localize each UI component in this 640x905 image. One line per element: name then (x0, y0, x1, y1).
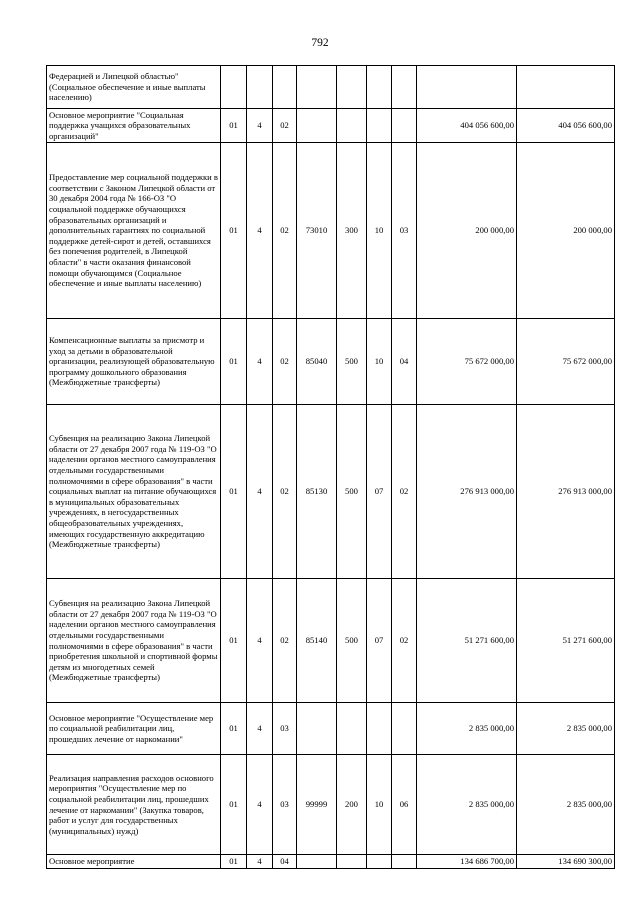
code-cell: 02 (273, 579, 297, 703)
table-row (47, 703, 615, 755)
budget-table (46, 65, 615, 869)
code-cell (337, 855, 367, 869)
code-cell (297, 703, 337, 755)
code-cell: 4 (247, 319, 273, 405)
row-name-cell: Субвенция на реализацию Закона Липецкой области от 27 декабря 2007 года № 119-ОЗ "О наделении органов местного самоуправления отдельными государственными полномочиями в сфере образования" в части социальных выплат на питание обучающихся в муниципальных образовательных учреждениях, в негосударственных общеобразовательных учреждениях, имеющих государственную аккредитацию (Межбюджетные трансферты) (47, 405, 221, 579)
amount-cell (417, 66, 517, 109)
code-cell: 500 (337, 579, 367, 703)
code-cell (337, 66, 367, 109)
amount-cell: 2 835 000,00 (417, 703, 517, 755)
code-cell: 01 (221, 109, 247, 143)
amount-cell: 200 000,00 (517, 143, 615, 319)
code-cell: 01 (221, 405, 247, 579)
amount-cell (517, 66, 615, 109)
code-cell: 4 (247, 703, 273, 755)
code-cell: 10 (367, 143, 392, 319)
row-name-cell: Основное мероприятие "Осуществление мер по социальной реабилитации лиц, прошедших лечение от наркомании" (47, 703, 221, 755)
amount-cell: 2 835 000,00 (517, 703, 615, 755)
code-cell: 02 (273, 319, 297, 405)
code-cell (392, 855, 417, 869)
code-cell: 300 (337, 143, 367, 319)
amount-cell: 2 835 000,00 (517, 755, 615, 855)
code-cell: 85130 (297, 405, 337, 579)
code-cell (297, 855, 337, 869)
table-row (47, 109, 615, 143)
code-cell: 4 (247, 755, 273, 855)
code-cell: 01 (221, 855, 247, 869)
code-cell: 03 (273, 755, 297, 855)
code-cell: 01 (221, 755, 247, 855)
code-cell (367, 855, 392, 869)
code-cell (337, 109, 367, 143)
code-cell: 4 (247, 143, 273, 319)
code-cell: 85140 (297, 579, 337, 703)
code-cell: 02 (273, 143, 297, 319)
code-cell: 07 (367, 405, 392, 579)
row-name-cell: Субвенция на реализацию Закона Липецкой области от 27 декабря 2007 года № 119-ОЗ "О наделении органов местного самоуправления отдельными государственными полномочиями в сфере образования" в части приобретения школьной и спортивной формы детям из многодетных семей (Межбюджетные трансферты) (47, 579, 221, 703)
code-cell: 99999 (297, 755, 337, 855)
table-row (47, 579, 615, 703)
code-cell (337, 703, 367, 755)
code-cell: 04 (392, 319, 417, 405)
code-cell: 500 (337, 405, 367, 579)
amount-cell: 404 056 600,00 (517, 109, 615, 143)
page-number: 792 (311, 37, 329, 49)
table-row (47, 143, 615, 319)
table-row (47, 855, 615, 869)
code-cell: 06 (392, 755, 417, 855)
code-cell: 200 (337, 755, 367, 855)
code-cell: 4 (247, 109, 273, 143)
code-cell: 4 (247, 405, 273, 579)
code-cell (273, 66, 297, 109)
row-name-cell: Основное мероприятие (47, 855, 221, 869)
amount-cell: 75 672 000,00 (517, 319, 615, 405)
code-cell (392, 66, 417, 109)
code-cell: 02 (273, 405, 297, 579)
code-cell: 10 (367, 319, 392, 405)
amount-cell: 51 271 600,00 (417, 579, 517, 703)
code-cell (367, 703, 392, 755)
table-body (47, 66, 615, 869)
amount-cell: 276 913 000,00 (417, 405, 517, 579)
code-cell: 02 (392, 579, 417, 703)
code-cell: 03 (273, 703, 297, 755)
code-cell (392, 109, 417, 143)
row-name-cell: Федерацией и Липецкой областью" (Социальное обеспечение и иные выплаты населению) (47, 66, 221, 109)
code-cell: 07 (367, 579, 392, 703)
code-cell: 02 (392, 405, 417, 579)
table-row (47, 405, 615, 579)
code-cell (297, 109, 337, 143)
code-cell: 01 (221, 579, 247, 703)
code-cell: 4 (247, 579, 273, 703)
row-name-cell: Реализация направления расходов основного мероприятия "Осуществление мер по социальной реабилитации лиц, прошедших лечение от наркомании" (Закупка товаров, работ и услуг для государственных (муниципальных) нужд) (47, 755, 221, 855)
code-cell (247, 66, 273, 109)
code-cell: 500 (337, 319, 367, 405)
amount-cell: 2 835 000,00 (417, 755, 517, 855)
code-cell: 4 (247, 855, 273, 869)
amount-cell: 200 000,00 (417, 143, 517, 319)
code-cell: 03 (392, 143, 417, 319)
code-cell (221, 66, 247, 109)
row-name-cell: Предоставление мер социальной поддержки в соответствии с Законом Липецкой области от 30 декабря 2004 года № 166-ОЗ "О социальной поддержке обучающихся образовательных организаций и дополнительных гарантиях по социальной поддержке детей-сирот и детей, оставшихся без попечения родителей, в Липецкой области" в части оказания финансовой помощи обучающимся (Социальное обеспечение и иные выплаты населению) (47, 143, 221, 319)
table-row (47, 319, 615, 405)
code-cell (297, 66, 337, 109)
amount-cell: 51 271 600,00 (517, 579, 615, 703)
code-cell: 04 (273, 855, 297, 869)
code-cell (367, 66, 392, 109)
amount-cell: 404 056 600,00 (417, 109, 517, 143)
code-cell: 85040 (297, 319, 337, 405)
code-cell (367, 109, 392, 143)
code-cell: 10 (367, 755, 392, 855)
code-cell: 01 (221, 319, 247, 405)
amount-cell: 134 690 300,00 (517, 855, 615, 869)
code-cell: 73010 (297, 143, 337, 319)
amount-cell: 75 672 000,00 (417, 319, 517, 405)
code-cell (392, 703, 417, 755)
amount-cell: 276 913 000,00 (517, 405, 615, 579)
row-name-cell: Компенсационные выплаты за присмотр и уход за детьми в образовательной организации, реализующей образовательную программу дошкольного образования (Межбюджетные трансферты) (47, 319, 221, 405)
table-row (47, 66, 615, 109)
code-cell: 01 (221, 703, 247, 755)
code-cell: 02 (273, 109, 297, 143)
row-name-cell: Основное мероприятие "Социальная поддержка учащихся образовательных организаций" (47, 109, 221, 143)
table-row (47, 755, 615, 855)
code-cell: 01 (221, 143, 247, 319)
amount-cell: 134 686 700,00 (417, 855, 517, 869)
